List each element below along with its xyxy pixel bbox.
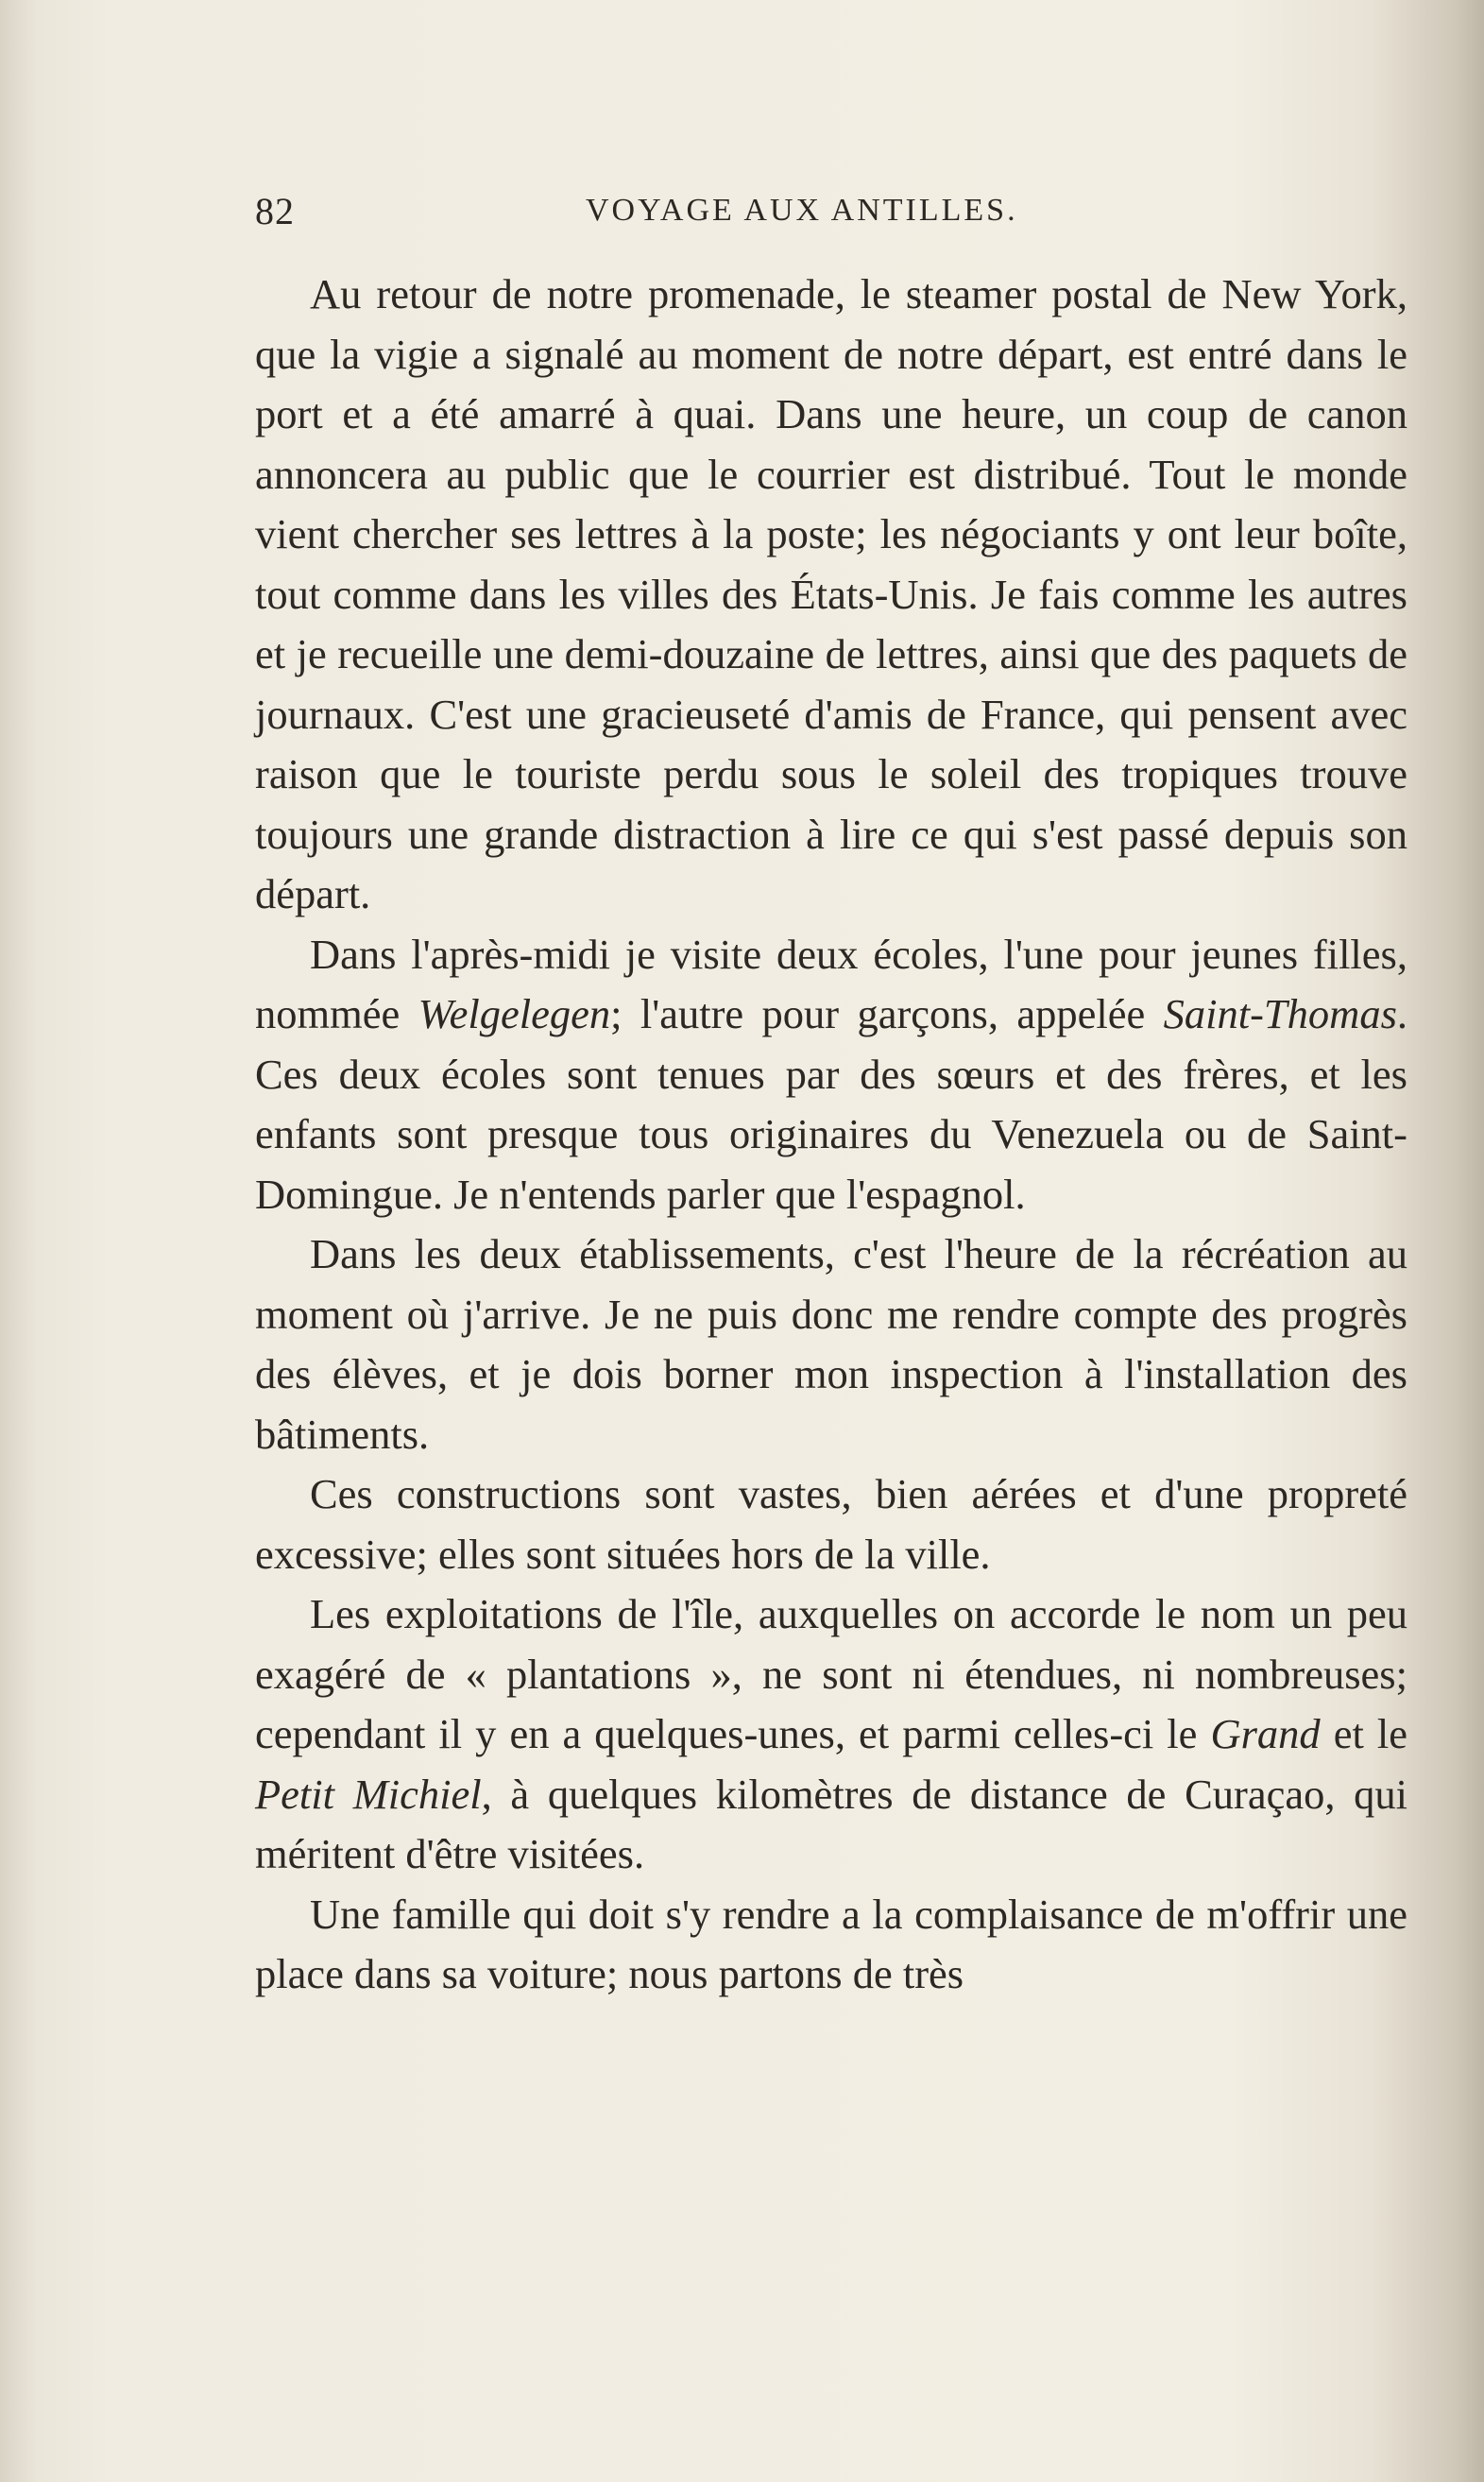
paragraph-text: Les exploitations de l'île, auxquelles on accorde le nom un peu exagéré de « plantations », ne sont ni étendues, ni nombreuses; cependant il y en a quelques-unes, et parmi celles-ci le: [255, 1590, 1407, 1757]
page-header: [255, 189, 1407, 246]
paragraph-text: Ces constructions sont vastes, bien aérées et d'une propreté excessive; elles sont situées hors de la ville.: [255, 1470, 1407, 1578]
paragraph-6: [255, 1885, 1407, 2005]
italic-school-name: Saint-Thomas: [1163, 990, 1397, 1037]
body-text: [255, 265, 1407, 2005]
paragraph-3: [255, 1224, 1407, 1464]
paragraph-5: [255, 1584, 1407, 1885]
paragraph-text: Une famille qui doit s'y rendre a la complaisance de m'offrir une place dans sa voiture; nous partons de très: [255, 1890, 1407, 1997]
paragraph-1: [255, 265, 1407, 925]
page-number: 82: [255, 190, 295, 232]
paragraph-4: [255, 1464, 1407, 1584]
paragraph-text: , à quelques kilomètres de distance de Curaçao, qui méritent d'être visitées.: [255, 1770, 1408, 1877]
italic-plantation-name: Petit Michiel: [255, 1770, 482, 1818]
paragraph-text: et le: [1320, 1710, 1407, 1757]
italic-school-name: Welgelegen: [418, 990, 611, 1037]
paragraph-2: [255, 925, 1407, 1225]
paragraph-text: Au retour de notre promenade, le steamer postal de New York, que la vigie a signalé au moment de notre départ, est entré dans le port et a été amarré à quai. Dans une heure, un coup de canon annoncera au public que le courrier est distribué. Tout le monde vient chercher ses lettres à la poste; les négociants y ont leur boîte, tout comme dans les villes des États-Unis. Je fais comme les autres et je recueille une demi-douzaine de lettres, ainsi que des paquets de journaux. C'est une gracieuseté d'amis de France, qui pensent avec raison que le touriste perdu sous le soleil des tropiques trouve toujours une grande distraction à lire ce qui s'est passé depuis son départ.: [255, 270, 1407, 917]
paragraph-text: ; l'autre pour garçons, appelée: [610, 990, 1164, 1037]
italic-plantation-name: Grand: [1210, 1710, 1321, 1757]
paragraph-text: Dans l'après-midi je visite deux écoles, l'une pour jeunes filles, nommée: [255, 930, 1407, 1037]
paragraph-text: Dans les deux établissements, c'est l'heure de la récréation au moment où j'arrive. Je ne puis donc me rendre compte des progrès des élèves, et je dois borner mon inspection à l'installation des bâtiments.: [255, 1230, 1407, 1458]
running-title: VOYAGE AUX ANTILLES.: [586, 193, 1018, 228]
paragraph-text: . Ces deux écoles sont tenues par des sœurs et des frères, et les enfants sont presque tous originaires du Venezuela ou de Saint-Domingue. Je n'entends parler que l'espagnol.: [255, 990, 1408, 1218]
